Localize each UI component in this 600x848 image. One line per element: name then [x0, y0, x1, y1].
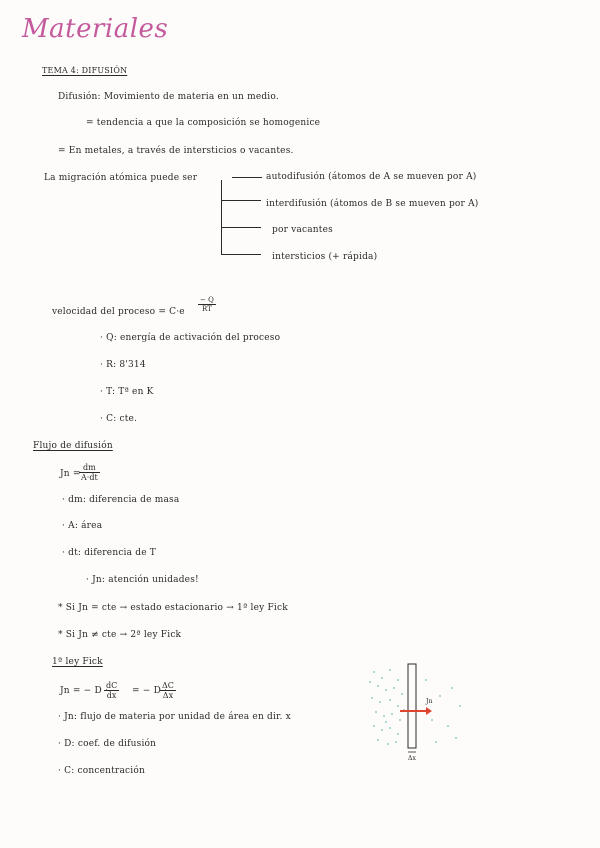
flux-arrow-head	[426, 707, 432, 715]
bracket-vertical	[221, 180, 222, 255]
flux-term: · dt: diferencia de T	[62, 548, 157, 558]
diffusion-definition: Difusión: Movimiento de materia en un medio.	[58, 92, 279, 102]
fick1-numerator-2: ΔC	[162, 681, 174, 690]
fick1-fraction-2	[160, 681, 176, 700]
page-title: Materiales	[22, 14, 169, 44]
fick1-fraction-1	[104, 681, 119, 700]
flux-denominator: A·dt	[81, 473, 98, 482]
fick1-term: · Jn: flujo de materia por unidad de área en dir. x	[58, 712, 291, 722]
metals-note: = En metales, a través de intersticios o vacantes.	[58, 146, 294, 156]
velocity-term: · R: 8'314	[100, 360, 146, 370]
fick1-denominator-1: dx	[106, 691, 117, 700]
flux-heading: Flujo de difusión	[33, 441, 113, 451]
bracket-branch-3	[221, 254, 261, 255]
flux-numerator: dm	[79, 463, 100, 473]
diagram-flux-label: Jn	[426, 698, 433, 705]
exponent-denominator: RT	[202, 305, 212, 313]
diagram-dx-label: Δx	[408, 755, 417, 762]
velocity-exponent	[198, 296, 216, 313]
fick1-term: · C: concentración	[58, 766, 145, 776]
flux-term: · dm: diferencia de masa	[62, 495, 180, 505]
velocity-term: · T: Tª en K	[100, 387, 154, 397]
branch-item: por vacantes	[272, 225, 333, 235]
branch-item: interdifusión (átomos de B se mueven por A)	[266, 199, 479, 209]
fick-note: * Si Jn = cte → estado estacionario → 1ª ley Fick	[58, 603, 288, 613]
velocity-formula: velocidad del proceso = C·e	[52, 307, 185, 317]
fick-note: * Si Jn ≠ cte → 2ª ley Fick	[58, 630, 182, 640]
bracket-branch-1	[221, 200, 261, 201]
flux-eq-left: Jn =	[60, 469, 81, 479]
membrane	[408, 664, 416, 748]
diffusion-diagram-svg	[360, 660, 470, 770]
fick1-eq-mid: = − D ·	[132, 686, 168, 696]
flux-term: · A: área	[62, 521, 103, 531]
migration-intro: La migración atómica puede ser	[44, 173, 198, 183]
diffusion-diagram	[360, 660, 470, 770]
branch-item: intersticios (+ rápida)	[272, 252, 378, 262]
bracket-branch-2	[221, 227, 261, 228]
fick1-denominator-2: Δx	[162, 691, 174, 700]
fick1-numerator-1: dC	[106, 681, 118, 690]
bracket-diagonal	[232, 177, 262, 178]
topic-heading: TEMA 4: DIFUSIÓN	[42, 66, 128, 75]
velocity-term: · C: cte.	[100, 414, 138, 424]
particles-left	[369, 669, 405, 745]
fick1-term: · D: coef. de difusión	[58, 739, 157, 749]
exponent-numerator: − Q	[200, 296, 214, 304]
fick1-heading: 1ª ley Fick	[52, 657, 103, 667]
flux-fraction	[79, 463, 100, 482]
flux-term: · Jn: atención unidades!	[86, 575, 199, 585]
branch-item: autodifusión (átomos de A se mueven por A)	[266, 172, 477, 182]
fick1-eq-prefix: Jn = − D ·	[60, 686, 109, 696]
velocity-term: · Q: energía de activación del proceso	[100, 333, 281, 343]
tendency-note: = tendencia a que la composición se homogenice	[86, 118, 321, 128]
